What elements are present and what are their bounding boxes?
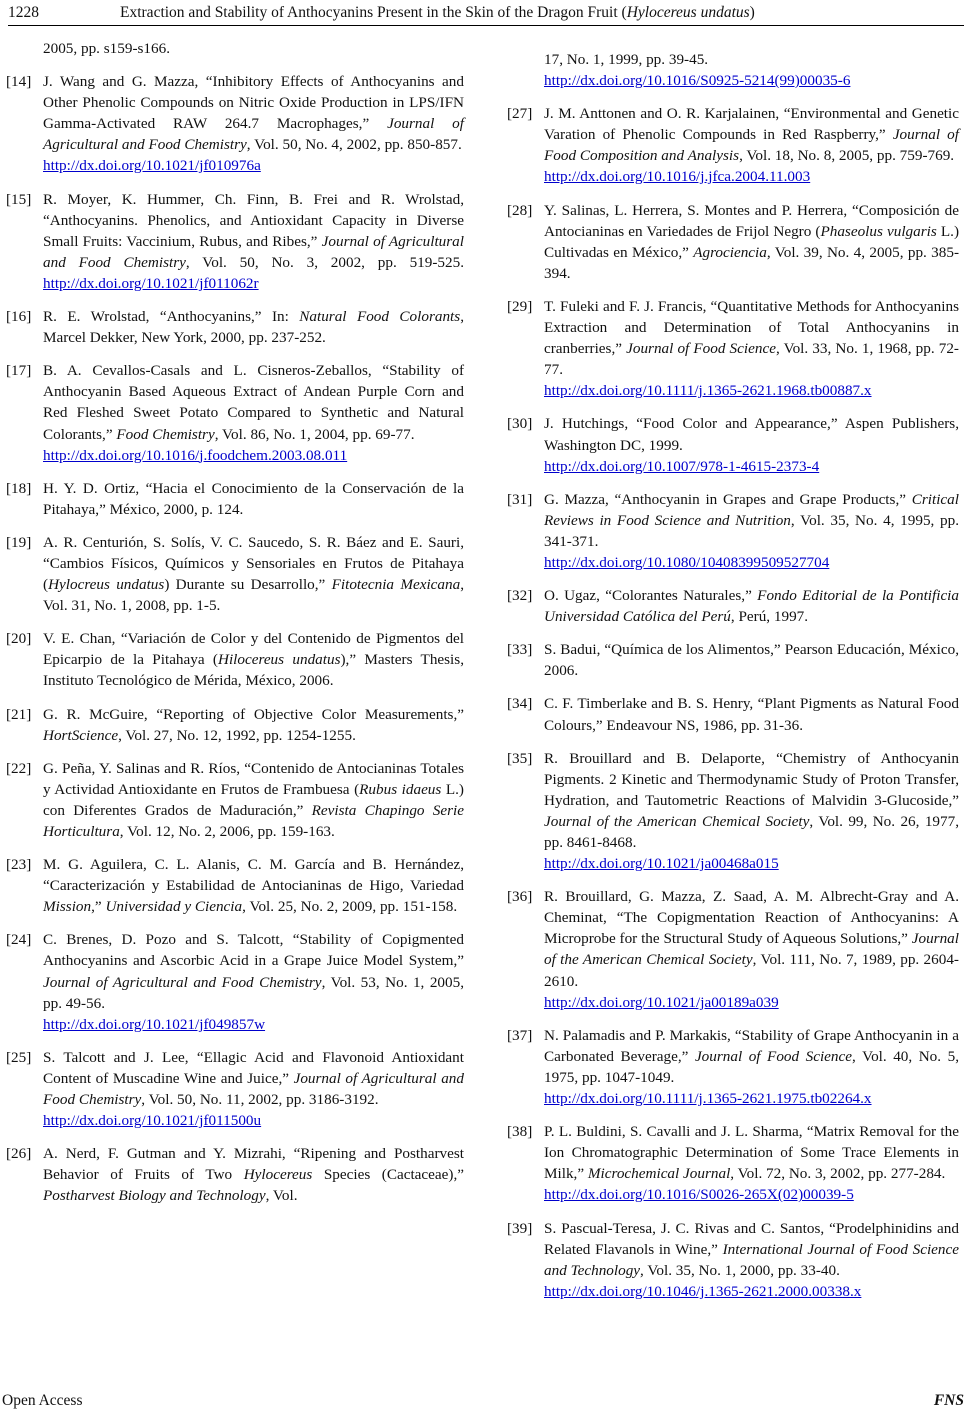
- reference-30: [30] J. Hutchings, “Food Color and Appearance,” Aspen Publishers, Washington DC, 1999. http://dx.doi.org/10.1007/978-1-4615-2373-4: [507, 415, 959, 475]
- reference-36: [36] R. Brouillard, G. Mazza, Z. Saad, A. M. Albrecht-Gray and A. Cheminat, “The Copigmentation Reaction of Anthocyanins: A Microprobe for the Structural Study of Aqueous Solutions,” Journal of the American Chemical Society, Vol. 111, No. 7, 1989, pp. 2604-2610. http://dx.doi.org/10.1021/ja00189a039: [507, 888, 959, 1011]
- reference-19: [19] A. R. Centurión, S. Solís, V. C. Saucedo, S. R. Báez and E. Sauri, “Cambios Físicos, Químicos y Sensoriales en Frutos de Pitahaya (Hylocreus undatus) Durante su Desarrollo,” Fitotecnia Mexicana, Vol. 31, No. 1, 2008, pp. 1-5.: [6, 533, 464, 615]
- journal-abbrev: FNS: [933, 1392, 964, 1409]
- reference-38: [38] P. L. Buldini, S. Cavalli and J. L. Sharma, “Matrix Removal for the Ion Chromatographic Determination of Some Trace Elements in Milk,” Microchemical Journal, Vol. 72, No. 3, 2002, pp. 277-284. http://dx.doi.org/10.1016/S0026-265X(02)00039-5: [507, 1123, 959, 1204]
- reference-28: [28] Y. Salinas, L. Herrera, S. Montes and P. Herrera, “Composición de Antocianinas en Variedades de Frijol Negro (Phaseolus vulgaris L.) Cultivadas en México,” Agrociencia, Vol. 39, No. 4, 2005, pp. 385-394.: [507, 201, 960, 282]
- right-column: [507, 49, 959, 1314]
- page-header: [8, 3, 956, 25]
- reference-31: [31] G. Mazza, “Anthocyanin in Grapes and Grape Products,” Critical Reviews in Food Science and Nutrition, Vol. 35, No. 4, 1995, pp. 341-371. http://dx.doi.org/10.1080/10408399509527704: [507, 490, 960, 571]
- reference-25: [25] S. Talcott and J. Lee, “Ellagic Acid and Flavonoid Antioxidant Content of Muscadine Wine and Juice,” Journal of Agricultural and Food Chemistry, Vol. 50, No. 11, 2002, pp. 3186-3192. http://dx.doi.org/10.1021/jf011500u: [6, 1048, 464, 1130]
- doi-link[interactable]: http://dx.doi.org/10.1016/j.foodchem.2003.08.011: [43, 446, 348, 464]
- doi-link[interactable]: http://dx.doi.org/10.1016/j.jfca.2004.11.003: [544, 168, 811, 186]
- reference-21: [21] G. R. McGuire, “Reporting of Objective Color Measurements,” HortScience, Vol. 27, No. 12, 1992, pp. 1254-1255.: [6, 705, 464, 744]
- reference-16: [16] R. E. Wrolstad, “Anthocyanins,” In: Natural Food Colorants, Marcel Dekker, New York, 2000, pp. 237-252.: [6, 308, 464, 347]
- doi-link[interactable]: http://dx.doi.org/10.1021/jf010976a: [43, 157, 261, 175]
- reference-29: [29] T. Fuleki and F. J. Francis, “Quantitative Methods for Anthocyanins Extraction and Determination of Total Anthocyanins in cranberries,” Journal of Food Science, Vol. 33, No. 1, 1968, pp. 72-77. http://dx.doi.org/10.1111/j.1365-2621.1968.tb00887.x: [507, 297, 959, 400]
- reference-20: [20] V. E. Chan, “Variación de Color y del Contenido de Pigmentos del Epicarpio de la Pitahaya (Hilocereus undatus),” Masters Thesis, Instituto Tecnológico de Mérida, México, 2006.: [6, 630, 464, 690]
- reference-32: [32] O. Ugaz, “Colorantes Naturales,” Fondo Editorial de la Pontificia Universidad Católica del Perú, Perú, 1997.: [507, 587, 959, 626]
- doi-link[interactable]: http://dx.doi.org/10.1021/jf049857w: [43, 1015, 266, 1033]
- doi-link[interactable]: http://dx.doi.org/10.1111/j.1365-2621.1975.tb02264.x: [544, 1090, 872, 1108]
- reference-14: [14] J. Wang and G. Mazza, “Inhibitory Effects of Anthocyanins and Other Phenolic Compounds on Nitric Oxide Production in LPS/IFN Gamma-Activated RAW 264.7 Macrophages,” Journal of Agricultural and Food Chemistry, Vol. 50, No. 4, 2002, pp. 850-857. http://dx.doi.org/10.1021/jf010976a: [6, 73, 464, 175]
- reference-37: [37] N. Palamadis and P. Markakis, “Stability of Grape Anthocyanin in a Carbonated Beverage,” Journal of Food Science, Vol. 40, No. 5, 1975, pp. 1047-1049. http://dx.doi.org/10.1111/j.1365-2621.1975.tb02264.x: [507, 1026, 959, 1108]
- doi-link[interactable]: http://dx.doi.org/10.1021/ja00189a039: [544, 993, 779, 1011]
- reference-26: [26] A. Nerd, F. Gutman and Y. Mizrahi, “Ripening and Postharvest Behavior of Fruits of Two Hylocereus Species (Cactaceae),” Postharvest Biology and Technology, Vol.: [6, 1145, 464, 1205]
- reference-24: [24] C. Brenes, D. Pozo and S. Talcott, “Stability of Copigmented Anthocyanins and Ascorbic Acid in a Grape Juice Model System,” Journal of Agricultural and Food Chemistry, Vol. 53, No. 1, 2005, pp. 49-56. http://dx.doi.org/10.1021/jf049857w: [6, 931, 465, 1033]
- header-rule: [8, 25, 964, 26]
- reference-22: [22] G. Peña, Y. Salinas and R. Ríos, “Contenido de Antocianinas Totales y Actividad Antioxidante en Frutos de Frambuesa (Rubus idaeus L.) con Diferentes Grados de Maduración,” Revista Chapingo Serie Horticultura, Vol. 12, No. 2, 2006, pp. 159-163.: [6, 759, 464, 840]
- reference-continuation: 2005, pp. s159-s166.: [43, 40, 170, 57]
- open-access-label: Open Access: [2, 1392, 83, 1409]
- page-number: 1228: [8, 4, 39, 21]
- doi-link[interactable]: http://dx.doi.org/10.1111/j.1365-2621.1968.tb00887.x: [544, 382, 872, 400]
- doi-link[interactable]: http://dx.doi.org/10.1046/j.1365-2621.2000.00338.x: [544, 1282, 862, 1300]
- doi-link[interactable]: http://dx.doi.org/10.1021/jf011062r: [43, 274, 259, 292]
- reference-18: [18] H. Y. D. Ortiz, “Hacia el Conocimiento de la Conservación de la Pitahaya,” México, 2000, p. 124.: [6, 479, 464, 518]
- doi-link[interactable]: http://dx.doi.org/10.1021/jf011500u: [43, 1112, 262, 1130]
- reference-15: [15] R. Moyer, K. Hummer, Ch. Finn, B. Frei and R. Wrolstad, “Anthocyanins. Phenolics, and Antioxidant Capacity in Diverse Small Fruits: Vaccinium, Rubus, and Ribes,” Journal of Agricultural and Food Chemistry, Vol. 50, No. 3, 2002, pp. 519-525. http://dx.doi.org/10.1021/jf011062r: [6, 190, 464, 292]
- page-footer: [2, 1392, 964, 1412]
- doi-link[interactable]: http://dx.doi.org/10.1080/10408399509527704: [544, 553, 830, 571]
- reference-23: [23] M. G. Aguilera, C. L. Alanis, C. M. García and B. Hernández, “Caracterización y Estabilidad de Antocianinas de Higo, Variedad Mission,” Universidad y Ciencia, Vol. 25, No. 2, 2009, pp. 151-158.: [6, 856, 464, 916]
- reference-17: [17] B. A. Cevallos-Casals and L. Cisneros-Zeballos, “Stability of Anthocyanin Based Aqueous Extract of Andean Purple Corn and Red Fleshed Sweet Potato Compared to Synthetic and Natural Colorants,” Food Chemistry, Vol. 86, No. 1, 2004, pp. 69-77. http://dx.doi.org/10.1016/j.foodchem.2003.08.011: [6, 362, 464, 464]
- doi-link[interactable]: http://dx.doi.org/10.1021/ja00468a015: [544, 855, 779, 873]
- doi-link[interactable]: http://dx.doi.org/10.1007/978-1-4615-2373-4: [544, 457, 820, 475]
- reference-26-continuation: 17, No. 1, 1999, pp. 39-45. http://dx.doi.org/10.1016/S0925-5214(99)00035-6: [544, 51, 851, 90]
- reference-39: [39] S. Pascual-Teresa, J. C. Rivas and C. Santos, “Prodelphinidins and Related Flavanols in Wine,” International Journal of Food Science and Technology, Vol. 35, No. 1, 2000, pp. 33-40. http://dx.doi.org/10.1046/j.1365-2621.2000.00338.x: [507, 1219, 959, 1300]
- left-column: [6, 38, 464, 1219]
- reference-34: [34] C. F. Timberlake and B. S. Henry, “Plant Pigments as Natural Food Colours,” Endeavour NS, 1986, pp. 31-36.: [507, 695, 959, 734]
- reference-33: [33] S. Badui, “Química de los Alimentos,” Pearson Educación, México, 2006.: [507, 641, 959, 680]
- reference-27: [27] J. M. Anttonen and O. R. Karjalainen, “Environmental and Genetic Varation of Phenolic Compounds in Red Raspberry,” Journal of Food Composition and Analysis, Vol. 18, No. 8, 2005, pp. 759-769. http://dx.doi.org/10.1016/j.jfca.2004.11.003: [507, 105, 959, 186]
- doi-link[interactable]: http://dx.doi.org/10.1016/S0026-265X(02)00039-5: [544, 1186, 854, 1204]
- reference-35: [35] R. Brouillard and B. Delaporte, “Chemistry of Anthocyanin Pigments. 2 Kinetic and Thermodynamic Study of Proton Transfer, Hydration, and Tautometric Reactions of Malvidin 3-Glucoside,” Journal of the American Chemical Society, Vol. 99, No. 26, 1977, pp. 8461-8468. http://dx.doi.org/10.1021/ja00468a015: [507, 749, 959, 873]
- doi-link[interactable]: http://dx.doi.org/10.1016/S0925-5214(99)00035-6: [544, 72, 851, 90]
- running-title: Extraction and Stability of Anthocyanins Present in the Skin of the Dragon Fruit (Hylocereus undatus): [120, 4, 755, 21]
